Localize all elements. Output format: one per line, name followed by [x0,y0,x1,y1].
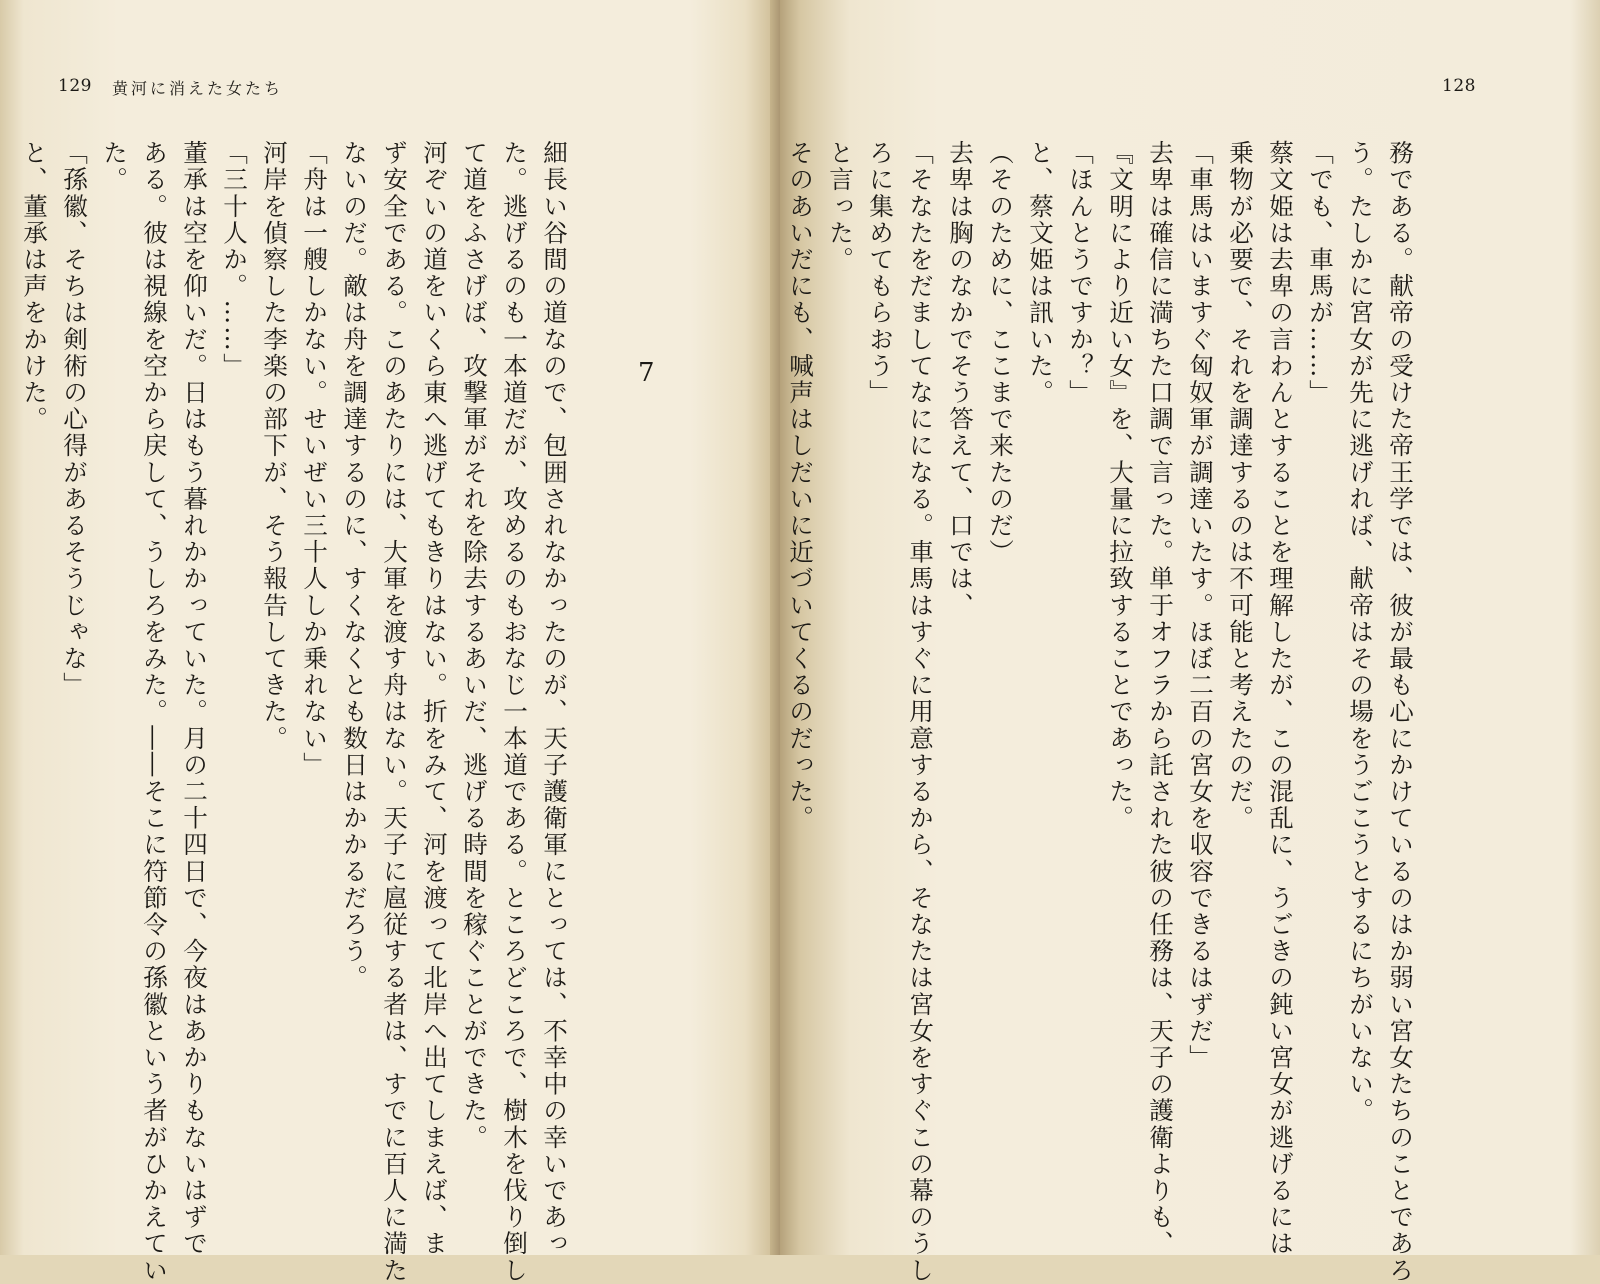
text-line: う。たしかに宮女が先に逃げれば、献帝はその場をうごこうとするにちがいない。 [1346,140,1375,1125]
text-line: 務である。献帝の受けた帝王学では、彼が最も心にかけているのはか弱い宮女たちのことであろ [1386,140,1415,1284]
text-line: ろに集めてもらおう」 [866,140,895,406]
text-line: た。逃げるのも一本道だが、攻めるのもおなじ一本道である。ところどころで、樹木を伐り倒し [500,140,529,1284]
right-page-body [780,140,1420,1284]
text-line: た。 [100,140,129,194]
text-line: 河ぞいの道をいくら東へ逃げてもきりはない。折をみて、河を渡って北岸へ出てしまえば、ま [420,140,449,1258]
text-line: と、蔡文姫は訊いた。 [1026,140,1055,406]
text-line: 「孫徽、そちは剣術の心得があるそうじゃな」 [60,140,89,699]
running-title: 黄河に消えた女たち [112,79,284,98]
text-line: 「そなたをだましてなにになる。車馬はすぐに用意するから、そなたは宮女をすぐこの幕のうし [906,140,935,1284]
chapter-number: 7 [638,358,655,388]
text-line: 蔡文姫は去卑の言わんとすることを理解したが、この混乱に、うごきの鈍い宮女が逃げるには [1266,140,1295,1258]
text-line: 「ほんとうですか？」 [1066,140,1095,406]
text-line: と言った。 [826,140,855,273]
page-number-left: 129 [58,76,92,96]
page-number-right: 128 [1442,76,1476,96]
text-line: 董承は空を仰いだ。日はもう暮れかかっていた。月の二十四日で、今夜はあかりもないはずで [180,140,209,1258]
text-line: 「でも、車馬が……」 [1306,140,1335,406]
text-line: ないのだ。敵は舟を調達するのに、すくなくとも数日はかかるだろう。 [340,140,369,992]
text-line: 去卑は胸のなかでそう答えて、口では、 [946,140,975,619]
text-line: 『文明により近い女』を、大量に拉致することであった。 [1106,140,1135,832]
text-line: ず安全である。このあたりには、大軍を渡す舟はない。天子に扈従する者は、すでに百人に満た [380,140,409,1284]
text-line: ある。彼は視線を空から戻して、うしろをみた。――そこに符節令の孫徽という者がひかえてい [140,140,169,1284]
text-line: 乗物が必要で、それを調達するのは不可能と考えたのだ。 [1226,140,1255,832]
text-line: 「三十人か。……」 [220,140,249,380]
text-line: そのあいだにも、喊声はしだいに近づいてくるのだった。 [786,140,815,832]
text-line: と、董承は声をかけた。 [20,140,49,433]
text-line: て道をふさげば、攻撃軍がそれを除去するあいだ、逃げる時間を稼ぐことができた。 [460,140,489,1151]
left-page [0,0,780,1284]
text-line: 細長い谷間の道なので、包囲されなかったのが、天子護衛軍にとっては、不幸中の幸いであっ [540,140,569,1258]
text-line: 「車馬はいますぐ匈奴軍が調達いたす。ほぼ二百の宮女を収容できるはずだ」 [1186,140,1215,1071]
text-line: 去卑は確信に満ちた口調で言った。単于オフラから託された彼の任務は、天子の護衛よりも、 [1146,140,1175,1258]
text-line: 河岸を偵察した李楽の部下が、そう報告してきた。 [260,140,289,752]
text-line: （そのために、ここまで来たのだ） [986,140,1015,566]
right-page [780,0,1600,1284]
left-page-body [14,140,574,1284]
text-line: 「舟は一艘しかない。せいぜい三十人しか乗れない」 [300,140,329,779]
